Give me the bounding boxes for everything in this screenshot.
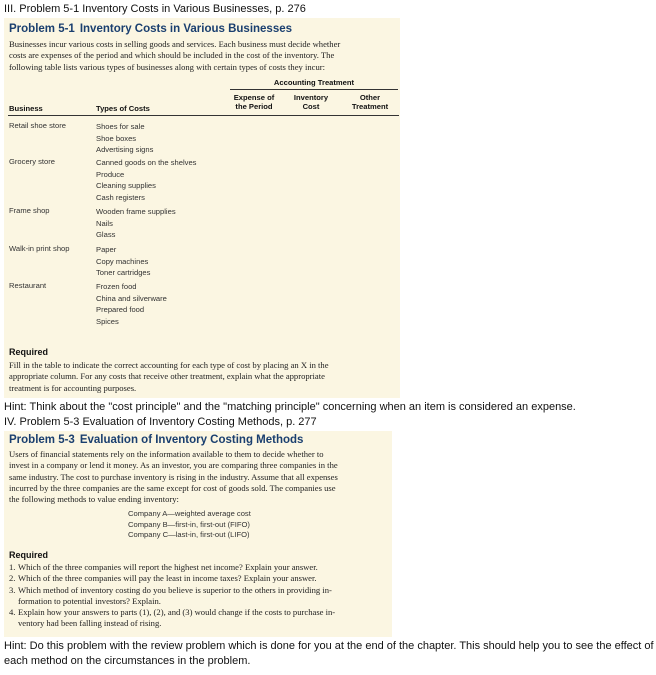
problem-5-1-intro [9,39,340,73]
col-other-line: Other [359,93,381,102]
col-expense-header [228,93,280,111]
hint-5-3: Hint: Do this problem with the review problem which is done for you at the end of the chapter. This should help you to see the effect of each method on the circumstances in the problem. [4,640,654,667]
row-business: Retail shoe store [9,121,66,130]
row-business: Grocery store [9,157,55,166]
problem-5-1-title [9,23,292,35]
cost-item: Nails [96,218,113,228]
question-line: formation to potential investors? Explain. [18,595,161,606]
question-number: 2. [9,573,16,584]
method-item: Company C—last-in, first-out (LIFO) [128,530,250,539]
cost-item: Glass [96,230,116,239]
section-3-heading: III. Problem 5-1 Inventory Costs in Various Businesses, p. 276 [4,3,306,15]
intro-line: same industry. The cost to purchase inventory is rising in the industry. Assume that all expenses [9,471,338,482]
row-costs [96,206,176,241]
col-inventory-line: Inventory [293,93,329,102]
questions-list [9,562,387,630]
costing-methods-list [128,509,251,541]
intro-line: invest in a company or lend it money. As an investor, you are comparing three companies in the [9,460,338,471]
cost-item: Spices [96,316,119,326]
method-item: Company B—first-in, first-out (FIFO) [128,519,250,529]
required-line: appropriate column. For any costs that receive other treatment, explain what the appropriate [9,371,325,382]
problem-5-1-panel [4,18,400,398]
row-costs [96,157,196,203]
header-rule [230,89,398,90]
cost-item: Copy machines [96,256,149,266]
cost-item: Produce [96,169,125,179]
col-expense-line: Expense of [233,93,275,102]
intro-line: the following methods to value ending inventory: [9,494,179,505]
intro-line: Users of financial statements rely on the information available to them to decide whether to [9,449,324,459]
problem-number: Problem 5-3 [9,434,75,446]
row-costs [96,121,153,156]
col-other-header [344,93,396,111]
question-line: Which of the three companies will report the highest net income? Explain your answer. [18,562,318,572]
cost-item: Paper [96,245,117,254]
cost-item: Cleaning supplies [96,181,156,190]
problem-5-3-panel [4,431,392,637]
question-number: 4. [9,607,16,618]
cost-item: Toner cartridges [96,268,151,277]
required-label: Required [9,550,49,560]
required-line: treatment is for accounting purposes. [9,382,137,393]
section-4-heading: IV. Problem 5-3 Evaluation of Inventory Costing Methods, p. 277 [4,416,317,428]
problem-title: Inventory Costs in Various Businesses [79,23,293,35]
accounting-treatment-header: Accounting Treatment [273,78,355,87]
col-inventory-header [286,93,336,111]
cost-item: Shoe boxes [96,133,137,143]
cost-item: Advertising signs [96,145,154,154]
question-item [9,573,387,584]
cost-item: Prepared food [96,305,145,314]
row-costs [96,281,167,327]
cost-item: Frozen food [96,282,137,291]
question-item [9,607,387,630]
question-item [9,585,387,608]
question-number: 3. [9,584,16,595]
question-line: ventory had been falling instead of rising. [18,618,162,629]
method-item: Company A—weighted average cost [128,509,251,518]
required-label: Required [9,347,49,357]
col-business-header: Business [9,104,43,113]
col-other-line: Treatment [351,102,389,111]
row-business: Frame shop [9,206,50,215]
row-business: Walk-in print shop [9,244,70,253]
cost-item: Shoes for sale [96,122,145,131]
col-types-header: Types of Costs [96,104,150,113]
cost-item: Cash registers [96,192,145,202]
intro-line: Businesses incur various costs in selling goods and services. Each business must decide whether [9,39,341,49]
question-line: Which of the three companies will pay the least in income taxes? Explain your answer. [18,573,317,584]
question-line: Which method of inventory costing do you believe is superior to the others in providing in- [18,584,332,595]
hint-5-1: Hint: Think about the "cost principle" and the "matching principle" concerning when an item is considered an expense. [4,401,576,413]
required-line: Fill in the table to indicate the correct accounting for each type of cost by placing an X in the [9,360,329,370]
row-business: Restaurant [9,281,47,290]
required-text [9,360,329,394]
cost-item: Canned goods on the shelves [96,158,197,167]
intro-line: costs are expenses of the period and which should be included in the cost of the inventory. The [9,50,335,61]
question-line: Explain how your answers to parts (1), (2), and (3) would change if the costs to purchase in- [18,607,336,618]
col-expense-line: the Period [235,102,273,111]
col-inventory-line: Cost [302,102,320,111]
question-number: 1. [9,562,16,572]
intro-line: following table lists various types of businesses along with certain types of costs they incur: [9,61,326,72]
problem-5-3-intro [9,449,387,505]
intro-line: incurred by the three companies are the same except for cost of goods sold. The companies use [9,482,336,493]
problem-title: Evaluation of Inventory Costing Methods [79,434,304,446]
cost-item: Wooden frame supplies [96,207,176,216]
cost-item: China and silverware [96,293,167,303]
row-costs [96,244,150,279]
problem-number: Problem 5-1 [9,23,75,35]
question-item [9,562,387,573]
problem-5-3-title [9,434,303,446]
table-header-rule [8,115,399,116]
